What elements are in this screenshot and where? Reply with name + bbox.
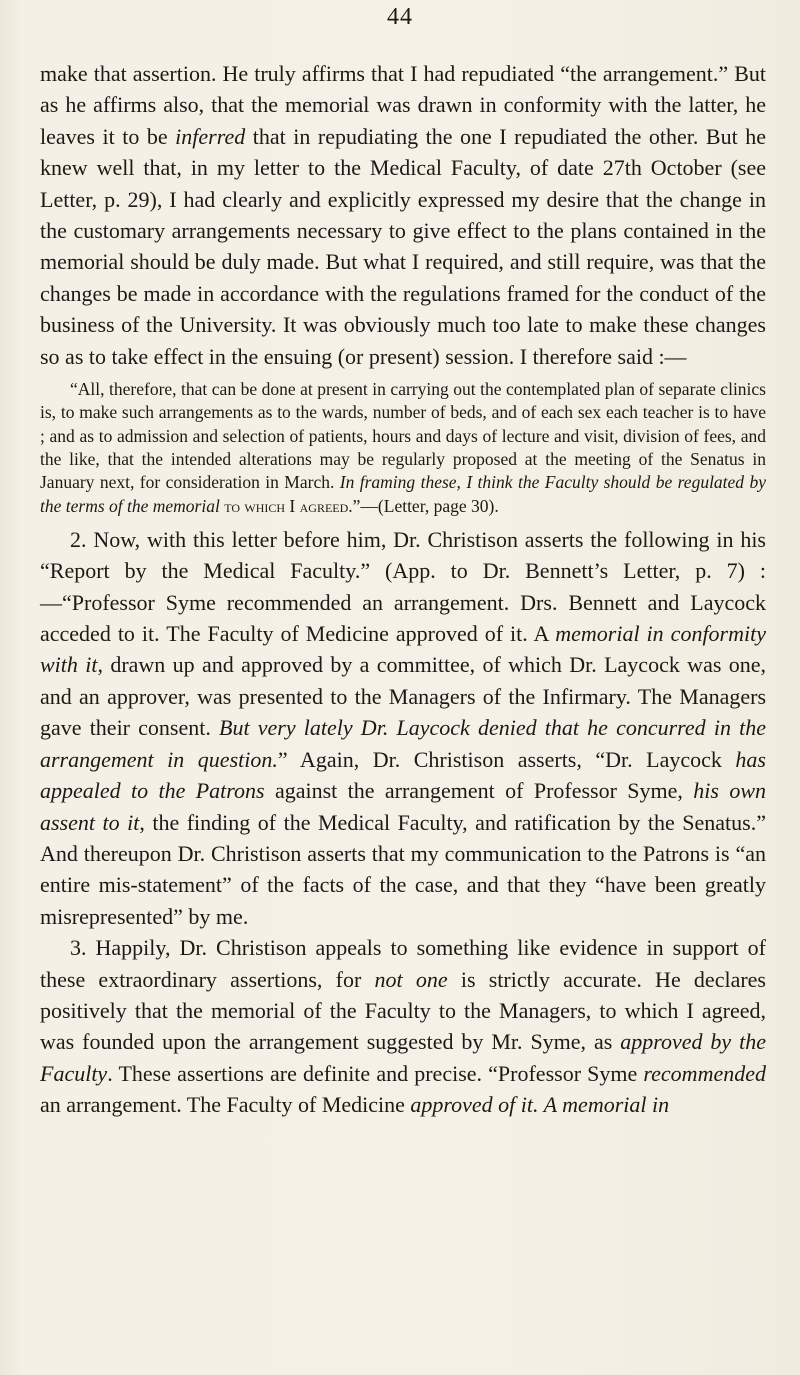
p3-italic-recommended: recommended [643,1060,766,1086]
p1-text-b: that in repudiating the one I repudiated the other. But he knew well that, in my letter to the Medical Faculty, of date 27th October (see Letter, p. 29), I had clearly and explicitly expressed my desire that the change in the customary arrangements necessary to give effect to the plans contained in the memorial should be duly made. But what I required, and still require, was that the changes be made in accordance with the regulations framed for the conduct of the business of the University. It was obviously much too late to make these changes so as to take effect in the ensuing (or present) session. I therefore said :— [40,123,766,369]
p2-text-c: ” Again, Dr. Christison asserts, “Dr. Laycock [277,746,736,772]
p2-text-e: , the finding of the Medical Faculty, and ratification by the Senatus.” And thereupon Dr. Christison asserts that my communication to the Patrons is “an entire mis-statement” of the facts of the case, and that they “have been greatly misrepresented” by me. [40,809,766,929]
quote-italic: In framing these, I think the Faculty should be regulated by the terms of the memorial [40,472,766,516]
p3-text-c: . These assertions are definite and precise. “Professor Syme [107,1060,644,1086]
p3-text-a: 3. Happily, Dr. Christison appeals to something like evidence in support of these extraordinary assertions, for [40,935,766,992]
p2-text-a: 2. Now, with this letter before him, Dr. Christison asserts the following in his “Report by the Medical Faculty.” (App. to Dr. Bennett’s Letter, p. 7) :—“Professor Syme recommended an arrangement. Drs. Bennett and Laycock acceded to it. The Faculty of Medicine approved of it. A [40,526,766,647]
p3-italic-approved-of-it: approved of it. A memorial in [410,1092,670,1118]
p2-italic-memorial: memorial in conformity with it [40,621,766,678]
p2-italic-denied: But very lately Dr. Laycock denied that he concurred in the arrangement in question. [40,715,766,772]
body-text [40,58,766,1121]
p2-text-b: , drawn up and approved by a committee, of which Dr. Laycock was one, and an approver, was presented to the Managers of the Infirmary. The Managers gave their consent. [40,652,767,741]
p2-italic-appealed: has appealed to the Patrons [40,746,766,804]
p3-italic-approved: approved by the Faculty [40,1029,766,1086]
quoted-letter [40,378,766,518]
quote-citation: ”—(Letter, page 30). [352,495,499,516]
paragraph-3 [40,932,766,1120]
quote-text-a: “All, therefore, that can be done at present in carrying out the contemplated plan of separate clinics is, to make such arrangements as to the wards, number of beds, and of each sex each teacher is to have ; and as to admission and selection of patients, hours and days of lecture and visit, division of fees, and the like, that the intended alterations may be regularly proposed at the meeting of the Senatus in January next, for consideration in March. [40,379,766,493]
p3-italic-not-one: not one [374,966,448,992]
p3-text-d: an arrangement. The Faculty of Medicine [40,1092,411,1118]
p2-text-d: against the arrangement of Professor Syme, [264,778,694,804]
paragraph-2 [40,524,766,932]
page-number: 44 [387,4,413,30]
paragraph-1 [40,58,766,372]
p1-text-a: make that assertion. He truly affirms that I had repudiated “the arrangement.” But as he affirms also, that the memorial was drawn in conformity with the latter, he leaves it to be [40,61,766,149]
p2-italic-assent: his own assent to it [40,778,766,835]
quote-small-caps: to which I agreed. [219,495,353,516]
p3-text-b: is strictly accurate. He declares positively that the memorial of the Faculty to the Managers, to which I agreed, was founded upon the arrangement suggested by Mr. Syme, as [40,966,766,1055]
p1-italic-inferred: inferred [175,123,246,149]
